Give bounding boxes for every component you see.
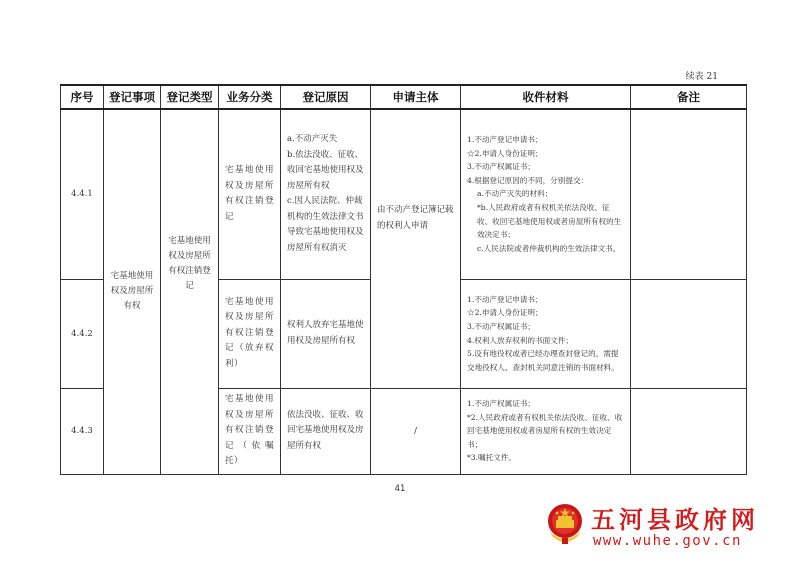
registration-table [60,84,747,475]
materials-cell [461,279,631,388]
material-line: c.人民法院或者仲裁机构的生效法律文书。 [477,243,621,253]
row-number: 4.4.2 [61,279,104,388]
watermark-logo [545,500,765,558]
reason-line: b.依法没收、征收、收回宅基地使用权及房屋所有权 [287,149,364,191]
category-text: 宅基地使用权及房屋所有权注销登记（放弃权利） [225,296,274,369]
applicant-text: 由不动产登记簿记载的权利人申请 [377,205,454,231]
material-line: 1.不动产权属证书； [467,399,535,409]
material-line: 3.不动产权属证书； [467,321,535,331]
row-number: 4.4.3 [61,388,104,474]
materials-cell [461,388,631,474]
site-name: 五河县政府网 [591,506,759,534]
materials-cell [461,109,631,279]
reason-line: c.因人民法院、仲裁机构的生效法律文书导致宅基地使用权及房屋所有权消灭 [287,196,364,253]
reason-cell [281,279,371,388]
material-line: 1.不动产登记申请书； [467,135,543,145]
reason-cell [281,388,371,474]
category-text: 宅基地使用权及房屋所有权注销登记（依嘱托） [225,394,274,467]
remark-cell [631,109,747,279]
header-materials: 收件材料 [461,85,631,109]
material-line: 5.设有地役权或者已经办理查封登记的，需提交地役权人、查封机关同意注销的书面材料。 [467,349,619,372]
header-item: 登记事项 [104,85,161,109]
header-reason: 登记原因 [281,85,371,109]
reason-line: a.不动产灭失 [287,134,338,145]
category-cell [219,388,281,474]
registration-item: 宅基地使用权及房屋所有权 [110,271,154,312]
header-category: 业务分类 [219,85,281,109]
material-line: *2.人民政府或者有权机关依法没收、征收、收回宅基地使用权或者房屋所有权的生效决定书； [467,412,623,449]
category-cell [219,109,281,279]
category-cell [219,279,281,388]
header-remark: 备注 [631,85,747,109]
header-type: 登记类型 [161,85,219,109]
material-line: a.不动产灭失的材料； [477,189,553,199]
material-line: *b.人民政府或者有权机关依法没收、征收、收回宅基地使用权或者房屋所有权的生效决定书； [477,203,622,240]
table-row [61,109,747,279]
remark-cell [631,279,747,388]
header-applicant: 申请主体 [371,85,461,109]
category-text: 宅基地使用权及房屋所有权注销登记 [225,165,274,222]
reason-line: 依法没收、征收、收回宅基地使用权及房屋所有权 [287,409,364,451]
registration-item-cell [104,109,161,474]
material-line: ☆2.申请人身份证明； [467,148,543,158]
material-line: 3.不动产权属证书； [467,162,535,172]
continued-label: 续表 21 [685,72,718,82]
material-line: 4.根据登记原因的不同，分别提交： [467,175,589,185]
material-line: *3.嘱托文件。 [467,453,517,463]
registration-type: 宅基地使用权及房屋所有权注销登记 [168,235,211,291]
header-seq: 序号 [61,85,104,109]
page-number: 41 [394,484,406,494]
row-number: 4.4.1 [61,109,104,279]
applicant-cell [371,109,461,388]
material-line: 1.不动产登记申请书； [467,294,543,304]
applicant-text: / [414,425,417,436]
applicant-cell [371,388,461,474]
national-emblem-icon [545,502,585,546]
table-header-row [61,85,747,109]
material-line: 4.权利人放弃权利的书面文件； [467,335,573,345]
remark-cell [631,388,747,474]
material-line: ☆2.申请人身份证明； [467,308,543,318]
registration-type-cell [161,109,219,474]
reason-cell [281,109,371,279]
reason-line: 权利人放弃宅基地使用权及房屋所有权 [287,320,364,346]
site-url: www.wuhe.gov.cn [593,533,742,549]
